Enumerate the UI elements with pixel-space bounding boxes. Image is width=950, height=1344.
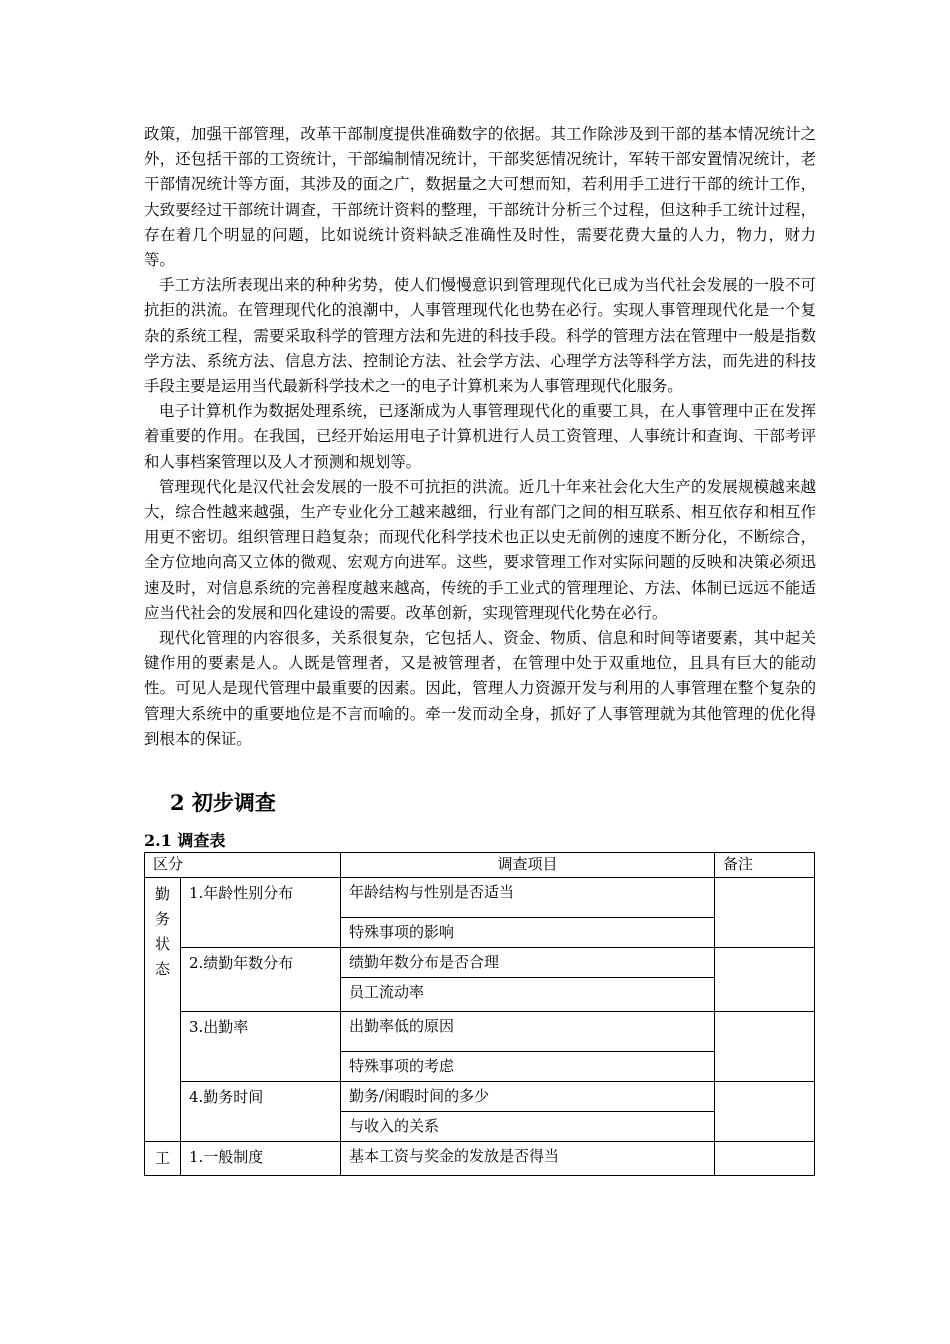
- paragraph-3: 电子计算机作为数据处理系统，已逐渐成为人事管理现代化的重要工具，在人事管理中正在发挥着重要的作用。在我国，已经开始运用电子计算机进行人员工资管理、人事统计和查询、干部考评和人事档案管理以及人才预测和规划等。: [144, 402, 816, 471]
- notes-cell: [715, 948, 815, 1012]
- table-row: [145, 1012, 815, 1052]
- item-cell: 出勤率低的原因: [341, 1012, 715, 1052]
- category-cell-work-status: [145, 878, 181, 1142]
- paragraph-5: 现代化管理的内容很多，关系很复杂，它包括人、资金、物质、信息和时间等诸要素，其中起关键作用的要素是人。人既是管理者，又是被管理者，在管理中处于双重地位，且具有巨大的能动性。可见人是现代管理中最重要的因素。因此，管理人力资源开发与利用的人事管理在整个复杂的管理大系统中的重要地位是不言而喻的。牵一发而动全身，抓好了人事管理就为其他管理的优化得到根本的保证。: [144, 629, 816, 748]
- table-row: [145, 1142, 815, 1176]
- category-label: 勤务状态: [154, 885, 170, 979]
- subsection-heading: 2.1 调查表: [144, 831, 226, 851]
- group-label: 1.一般制度: [181, 1142, 341, 1176]
- item-cell: 基本工资与奖金的发放是否得当: [341, 1142, 715, 1176]
- notes-cell: [715, 1012, 815, 1082]
- group-label: 1.年龄性别分布: [181, 878, 341, 948]
- item-cell: 勤务/闲暇时间的多少: [341, 1082, 715, 1112]
- group-label: 3.出勤率: [181, 1012, 341, 1082]
- item-cell: 特殊事项的影响: [341, 918, 715, 948]
- notes-cell: [715, 1082, 815, 1142]
- section-heading: 2 初步调查: [170, 790, 276, 816]
- item-cell: 年龄结构与性别是否适当: [341, 878, 715, 918]
- category-cell-work: 工: [145, 1142, 181, 1176]
- item-cell: 员工流动率: [341, 978, 715, 1012]
- paragraph-4: 管理现代化是汉代社会发展的一股不可抗拒的洪流。近几十年来社会化大生产的发展规模越来越大，综合性越来越强，生产专业化分工越来越细，行业有部门之间的相互联系、相互依存和相互作用更不密切。组织管理日趋复杂；而现代化科学技术也正以史无前例的速度不断分化，不断综合，全方位地向高又立体的微观、宏观方向进军。这些，要求管理工作对实际问题的反映和决策必须迅速及时，对信息系统的完善程度越来越高，传统的手工业式的管理理论、方法、体制已远远不能适应当代社会的发展和四化建设的需要。改革创新，实现管理现代化势在必行。: [144, 477, 816, 622]
- table-row: [145, 948, 815, 978]
- group-label: 2.绩勤年数分布: [181, 948, 341, 1012]
- table-header-row: [145, 853, 815, 878]
- group-label: 4.勤务时间: [181, 1082, 341, 1142]
- item-cell: 特殊事项的考虑: [341, 1052, 715, 1082]
- item-cell: 与收入的关系: [341, 1112, 715, 1142]
- document-page: [144, 122, 816, 1176]
- item-cell: 绩勤年数分布是否合理: [341, 948, 715, 978]
- header-category: 区分: [145, 853, 341, 878]
- table-row: [145, 1082, 815, 1112]
- paragraph-1: 政策，加强干部管理，改革干部制度提供准确数字的依据。其工作除涉及到干部的基本情况统计之外，还包括干部的工资统计，干部编制情况统计，干部奖惩情况统计，军转干部安置情况统计，老干部情况统计等方面，其涉及的面之广，数据量之大可想而知，若利用手工进行干部的统计工作，大致要经过干部统计调查，干部统计资料的整理，干部统计分析三个过程，但这种手工统计过程，存在着几个明显的问题，比如说统计资料缺乏准确性及时性，需要花费大量的人力，物力，财力等。: [144, 125, 816, 270]
- header-items: 调查项目: [341, 853, 715, 878]
- paragraph-2: 手工方法所表现出来的种种劣势，使人们慢慢意识到管理现代化已成为当代社会发展的一股不可抗拒的洪流。在管理现代化的浪潮中，人事管理现代化也势在必行。实现人事管理现代化是一个复杂的系统工程，需要采取科学的管理方法和先进的科技手段。科学的管理方法在管理中一般是指数学方法、系统方法、信息方法、控制论方法、社会学方法、心理学方法等科学方法，而先进的科技手段主要是运用当代最新科学技术之一的电子计算机来为人事管理现代化服务。: [144, 276, 816, 396]
- notes-cell: [715, 1142, 815, 1176]
- notes-cell: [715, 878, 815, 948]
- survey-table: [144, 852, 815, 1176]
- table-row: [145, 878, 815, 918]
- header-notes: 备注: [715, 853, 815, 878]
